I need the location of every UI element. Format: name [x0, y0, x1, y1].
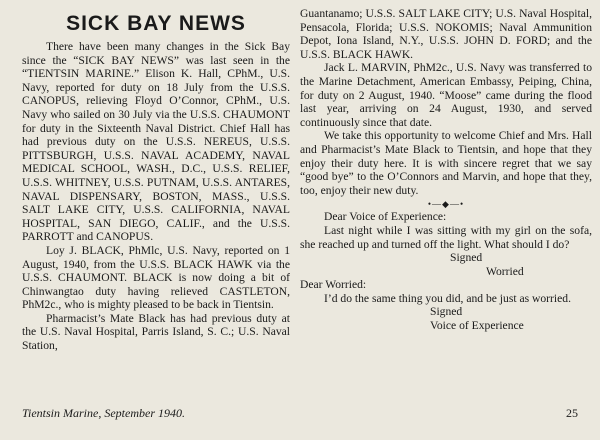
reply-signed: Signed: [430, 305, 463, 319]
paragraph-hall: There have been many changes in the Sick Bay since the “SICK BAY NEWS” was last seen in the “TIENTSIN MARINE.” Elison K. Hall, CPhM., U.S. Navy, reported for duty on 18 July from the U.S.S. CANOPUS, relieving Floyd O’Connor, CPhM., U.S. Navy who sailed on 30 July via the U.S.S. CHAUMONT for duty in the Sixteenth Naval District. Chief Hall has had previous duty on the U.S.S. NEREUS, U.S.S. PITTSBURGH, U.S.S. NAVAL ACADEMY, NAVAL MEDICAL SCHOOL, WASH., D.C., U.S.S. RELIEF, U.S.S. WHITNEY, U.S.S. PUTNAM, U.S.S. ANTARES, NAVAL DISPENSARY, BOSTON, MASS., U.S.S. SALT LAKE CITY, U.S.S. CALIFORNIA, NAVAL HOSPITAL, SAN DIEGO, CALIF., and the U.S.S. PARROTT and CANOPUS.: [22, 40, 290, 244]
reply-signature: Voice of Experience: [430, 319, 524, 333]
paragraph-continued: Guantanamo; U.S.S. SALT LAKE CITY; U.S. Naval Hospital, Pensacola, Florida; U.S.S. NOKOMIS; Naval Ammunition Depot, Iona Island, N.Y., U.S.S. JOHN D. FORD; and the U.S.S. BLACK HAWK.: [300, 7, 592, 61]
page-number: 25: [566, 406, 578, 420]
paragraph-black: Loy J. BLACK, PhMlc, U.S. Navy, reported on 1 August, 1940, from the U.S.S. BLACK HAWK via the U.S.S. CHAUMONT. BLACK is now doing a bit of Chinwangtao duty having relieved CASTLETON, PhM2c., who is mighty pleased to be back in Tientsin.: [22, 243, 290, 312]
footer-publication: Tientsin Marine, September 1940.: [22, 406, 185, 420]
reply-body: I’d do the same thing you did, and be just as worried.: [324, 291, 571, 305]
letter-salutation: Dear Voice of Experience:: [324, 210, 447, 224]
letter-signed: Signed: [450, 251, 483, 265]
paragraph-marvin: Jack L. MARVIN, PhM2c., U.S. Navy was transferred to the Marine Detachment, American Embassy, Peiping, China, for duty on 2 August, 1940. “Moose” came during the flood last year, arriving on 24 August, 1930, and served continuously since that date.: [300, 61, 592, 129]
page-footer: [22, 406, 578, 421]
letter-signature: Worried: [486, 264, 524, 278]
section-divider: •—◆—•: [427, 199, 465, 210]
page-title: SICK BAY NEWS: [66, 12, 246, 35]
paragraph-black-duty: Pharmacist’s Mate Black has had previous duty at the U.S. Naval Hospital, Parris Island, S. C.; U.S. Naval Station,: [22, 311, 290, 353]
right-column: [300, 0, 592, 333]
reply-salutation: Dear Worried:: [300, 278, 367, 292]
paragraph-welcome: We take this opportunity to welcome Chief and Mrs. Hall and Pharmacist’s Mate Black to Tientsin, and hope that they enjoy their duty here. It is with sincere regret that we say “good bye” to the O’Connors and Marvin, and hope that they, too, enjoy their new duty.: [300, 129, 592, 197]
left-column: [22, 0, 290, 353]
letter-body: Last night while I was sitting with my girl on the sofa, she reached up and turned off the light. What should I do?: [300, 223, 592, 251]
